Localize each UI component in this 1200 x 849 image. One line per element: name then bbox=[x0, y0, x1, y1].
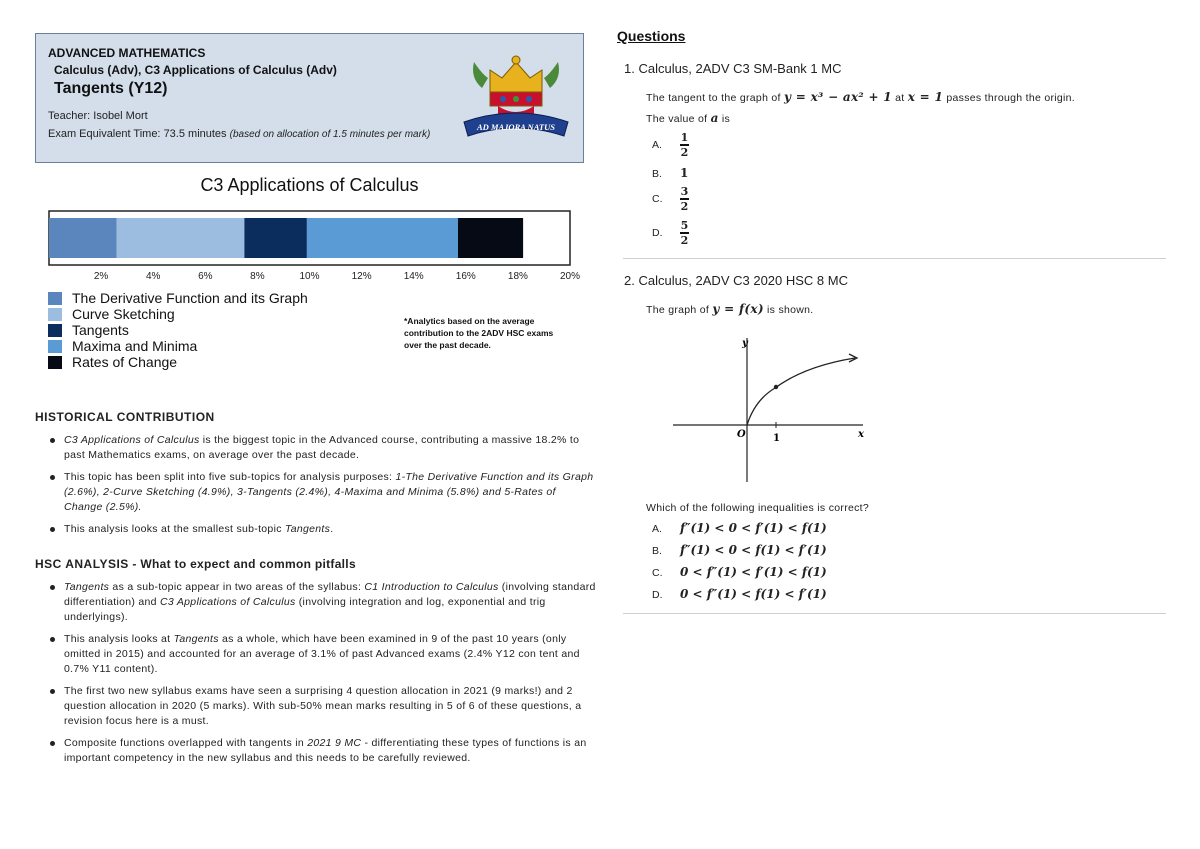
option-label: B. bbox=[652, 168, 662, 180]
list-item bbox=[36, 470, 596, 515]
teacher-line bbox=[48, 110, 148, 122]
item-text: This analysis looks at bbox=[64, 633, 174, 645]
graph-y-label: y bbox=[742, 338, 748, 349]
option-label: A. bbox=[652, 523, 662, 535]
fraction bbox=[680, 132, 689, 158]
item-text: as a whole, which have been examined in 9 of the past 10 years (only omitted in 2015) and accounted for an average of 3.1% of past Advanced exams (2.4% Y12 con tent and 0.7% Y11 content). bbox=[64, 633, 580, 675]
page-title: Tangents (Y12) bbox=[54, 80, 168, 97]
fraction bbox=[680, 220, 689, 246]
numerator: 5 bbox=[680, 219, 689, 232]
emphasis: C3 Applications of Calculus bbox=[160, 596, 296, 608]
legend-label: The Derivative Function and its Graph bbox=[72, 290, 308, 306]
header-box bbox=[35, 33, 584, 163]
question-2-prompt: Which of the following inequalities is correct? bbox=[646, 502, 870, 514]
item-text: (involving standard differentiation) and bbox=[64, 581, 596, 608]
historical-list bbox=[36, 433, 596, 544]
tick-label: 14% bbox=[403, 271, 424, 282]
list-item bbox=[36, 632, 596, 677]
list-item bbox=[36, 580, 596, 625]
emphasis: 1-The Derivative Function and its Graph (2.6%), 2-Curve Sketching (4.9%), 3-Tangents (2.4%), 4-Maxima and Minima (5.8%) and 5-Rates of Change (2.5%). bbox=[64, 471, 594, 513]
exam-time-note: (based on allocation of 1.5 minutes per mark) bbox=[229, 129, 431, 140]
legend-swatch bbox=[48, 292, 62, 305]
legend-item bbox=[48, 322, 308, 338]
item-text: This topic has been split into five sub-topics for analysis purposes: bbox=[64, 471, 396, 483]
option-a[interactable] bbox=[652, 521, 827, 535]
item-text: . bbox=[330, 523, 334, 535]
item-text: The first two new syllabus exams have seen a surprising 4 question allocation in 2021 (9 marks!) and 2 question allocation in 2020 (5 marks). With sub-50% mean marks resulting in 5 of 6 of these questions, a revision focus here is a must. bbox=[64, 685, 582, 727]
option-value: 0 < f″(1) < f′(1) < f(1) bbox=[680, 565, 827, 579]
option-label: D. bbox=[652, 589, 663, 601]
equation: x = 1 bbox=[907, 90, 944, 104]
hsc-heading-rest: - What to expect and common pitfalls bbox=[128, 557, 356, 571]
legend-item bbox=[48, 354, 308, 370]
teacher-name: Isobel Mort bbox=[93, 110, 148, 122]
emphasis: C1 Introduction to Calculus bbox=[364, 581, 499, 593]
graph-origin-label: O bbox=[737, 429, 746, 440]
list-item bbox=[36, 522, 596, 537]
chart-title: C3 Applications of Calculus bbox=[200, 175, 419, 195]
numerator: 1 bbox=[680, 131, 689, 144]
questions-heading: Questions bbox=[617, 28, 686, 44]
legend-label: Tangents bbox=[72, 322, 129, 338]
point-marker bbox=[774, 385, 778, 389]
stem-text: at bbox=[891, 92, 908, 104]
topic-name: Calculus (Adv), C3 Applications of Calculus (Adv) bbox=[54, 63, 337, 77]
curve bbox=[747, 358, 855, 425]
question-1-prompt bbox=[646, 111, 730, 125]
option-label: A. bbox=[652, 138, 662, 151]
emphasis: Tangents bbox=[173, 633, 219, 645]
option-a[interactable] bbox=[652, 132, 689, 158]
analytics-note: *Analytics based on the average contribution to the 2ADV HSC exams over the past decade. bbox=[404, 316, 554, 350]
emphasis: Tangents bbox=[64, 581, 110, 593]
chart-legend bbox=[48, 290, 308, 370]
item-text: is the biggest topic in the Advanced course, contributing a massive 18.2% to past Mathematics exams, on average over the past decade. bbox=[64, 434, 580, 461]
equation: y = x³ − ax² + 1 bbox=[784, 90, 892, 104]
bar-segment-3 bbox=[244, 218, 307, 258]
legend-label: Curve Sketching bbox=[72, 306, 175, 322]
question-2-title: 2. Calculus, 2ADV C3 2020 HSC 8 MC bbox=[624, 273, 848, 288]
tick-label: 4% bbox=[145, 271, 161, 282]
stem-text: The value of bbox=[646, 113, 711, 125]
tick-labels bbox=[94, 271, 580, 282]
option-d[interactable] bbox=[652, 220, 689, 246]
legend-label: Rates of Change bbox=[72, 354, 178, 370]
divider bbox=[623, 613, 1166, 614]
legend-swatch bbox=[48, 308, 62, 321]
emphasis: 2021 9 MC bbox=[307, 737, 362, 749]
option-c[interactable] bbox=[652, 565, 827, 579]
list-item bbox=[36, 433, 596, 463]
legend-item bbox=[48, 338, 308, 354]
equation: y = f(x) bbox=[712, 302, 764, 316]
question-2-stem bbox=[646, 302, 814, 316]
option-value: 0 < f″(1) < f(1) < f′(1) bbox=[680, 587, 827, 601]
function-graph bbox=[665, 332, 875, 487]
option-value: f″(1) < 0 < f′(1) < f(1) bbox=[680, 521, 827, 535]
bar-segment-5 bbox=[458, 218, 523, 258]
option-label: C. bbox=[652, 567, 663, 579]
exam-time-label: Exam Equivalent Time: bbox=[48, 128, 161, 140]
bar-segment-2 bbox=[117, 218, 245, 258]
crest-motto: AD MAJORA NATUS bbox=[477, 122, 555, 132]
legend-swatch bbox=[48, 324, 62, 337]
legend-label: Maxima and Minima bbox=[72, 338, 198, 354]
divider bbox=[623, 258, 1166, 259]
option-b[interactable] bbox=[652, 166, 688, 180]
graph-x-label: x bbox=[858, 429, 864, 440]
tick-label: 8% bbox=[250, 271, 265, 282]
tick-label: 18% bbox=[507, 271, 528, 282]
denominator: 2 bbox=[680, 199, 689, 213]
stem-text: The graph of bbox=[646, 304, 713, 316]
option-label: C. bbox=[652, 192, 663, 205]
option-label: D. bbox=[652, 226, 663, 239]
list-item bbox=[36, 736, 596, 766]
stem-text: is shown. bbox=[763, 304, 814, 316]
teacher-label: Teacher: bbox=[48, 110, 91, 122]
question-1-stem bbox=[646, 90, 1075, 104]
legend-item bbox=[48, 306, 308, 322]
tick-label: 2% bbox=[93, 271, 109, 282]
option-label: B. bbox=[652, 545, 662, 557]
exam-time-line bbox=[48, 128, 430, 140]
stem-text: passes through the origin. bbox=[943, 92, 1076, 104]
question-1-title: 1. Calculus, 2ADV C3 SM-Bank 1 MC bbox=[624, 61, 842, 76]
option-c[interactable] bbox=[652, 186, 689, 212]
item-text: (involving integration and log, exponential and trig underlyings). bbox=[64, 596, 546, 623]
legend-swatch bbox=[48, 340, 62, 353]
emphasis: C3 Applications of Calculus bbox=[64, 434, 200, 446]
numerator: 3 bbox=[680, 185, 689, 198]
tick-label: 12% bbox=[351, 271, 372, 282]
tick-label: 10% bbox=[299, 271, 320, 282]
denominator: 2 bbox=[680, 233, 689, 247]
school-crest-icon bbox=[460, 48, 572, 144]
bar-segment-1 bbox=[49, 218, 117, 258]
stem-text: is bbox=[718, 113, 731, 125]
denominator: 2 bbox=[680, 145, 689, 159]
legend-swatch bbox=[48, 356, 62, 369]
hsc-heading bbox=[35, 557, 356, 571]
exam-time-value: 73.5 minutes bbox=[163, 128, 227, 140]
hsc-list bbox=[36, 580, 596, 773]
item-text: as a sub-topic appear in two areas of the syllabus: bbox=[109, 581, 365, 593]
option-d[interactable] bbox=[652, 587, 827, 601]
tick-label: 16% bbox=[455, 271, 476, 282]
hsc-heading-bold: HSC ANALYSIS bbox=[35, 557, 129, 571]
item-text: This analysis looks at the smallest sub-topic bbox=[64, 523, 285, 535]
item-text: - differentiating these types of functions is an important competency in the new syllabus and this needs to be carefully reviewed. bbox=[64, 737, 587, 764]
bar-segment-4 bbox=[307, 218, 458, 258]
tick-label: 20% bbox=[559, 271, 581, 282]
legend-item bbox=[48, 290, 308, 306]
fraction bbox=[680, 186, 689, 212]
course-name: ADVANCED MATHEMATICS bbox=[48, 46, 206, 60]
stacked-bar-chart bbox=[35, 205, 584, 285]
graph-tick-label: 1 bbox=[773, 433, 780, 444]
historical-heading: HISTORICAL CONTRIBUTION bbox=[35, 410, 215, 424]
tick-label: 6% bbox=[198, 271, 213, 282]
bar-segments bbox=[49, 218, 523, 258]
option-value: f″(1) < 0 < f(1) < f′(1) bbox=[680, 543, 827, 557]
option-b[interactable] bbox=[652, 543, 827, 557]
variable: a bbox=[710, 111, 719, 125]
option-value: 1 bbox=[680, 166, 689, 180]
emphasis: Tangents bbox=[284, 523, 331, 535]
stem-text: The tangent to the graph of bbox=[646, 92, 784, 104]
list-item bbox=[36, 684, 596, 729]
item-text: Composite functions overlapped with tangents in bbox=[64, 737, 308, 749]
